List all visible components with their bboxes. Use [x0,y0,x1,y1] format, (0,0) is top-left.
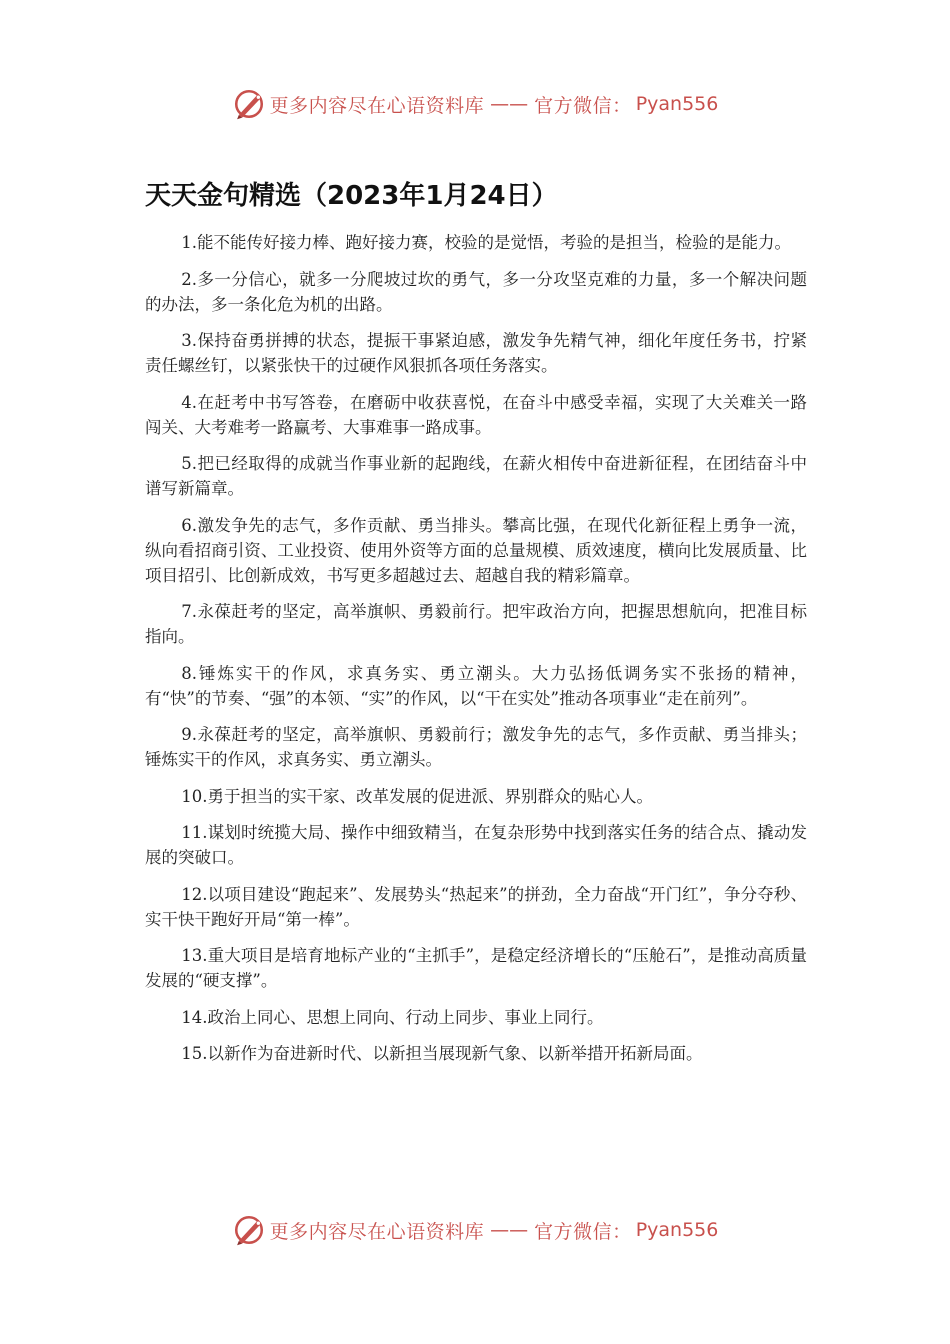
pen-logo-icon [232,1213,266,1247]
quote-item: 14.政治上同心、思想上同向、行动上同步、事业上同行。 [181,1007,604,1027]
quote-item: 9.永葆赶考的坚定，高举旗帜、勇毅前行；激发争先的志气，多作贡献、勇当排头；锤炼实干的作风，求真务实、勇立潮头。 [145,725,807,769]
banner-separator: —— [490,93,529,115]
banner-separator: —— [490,1219,529,1241]
quote-list [145,230,807,1066]
quote-item: 15.以新作为奋进新时代、以新担当展现新气象、以新举措开拓新局面。 [181,1044,703,1063]
banner-wechat-label: 官方微信： [534,94,632,117]
quote-item: 13.重大项目是培育地标产业的“主抓手”，是稳定经济增长的“压舱石”，是推动高质量发展的“硬支撑”。 [145,946,807,990]
quote-item: 3.保持奋勇拼搏的状态，提振干事紧迫感，激发争先精气神，细化年度任务书，拧紧责任螺丝钉，以紧张快干的过硬作风狠抓各项任务落实。 [145,331,807,375]
footer-banner [0,1210,950,1250]
quote-item: 1.能不能传好接力棒、跑好接力赛，校验的是觉悟，考验的是担当，检验的是能力。 [181,233,792,252]
quote-item: 2.多一分信心，就多一分爬坡过坎的勇气，多一分攻坚克难的力量，多一个解决问题的办法，多一条化危为机的出路。 [145,269,807,314]
quote-item: 7.永葆赶考的坚定，高举旗帜、勇毅前行。把牢政治方向，把握思想航向，把准目标指向。 [145,602,807,646]
header-banner [0,84,950,124]
banner-wechat-label: 官方微信： [534,1220,632,1243]
banner-content [232,87,719,121]
quote-item: 5.把已经取得的成就当作事业新的起跑线，在薪火相传中奋进新征程，在团结奋斗中谱写新篇章。 [145,454,807,498]
banner-slogan: 更多内容尽在心语资料库 [269,1220,485,1243]
quote-item: 12.以项目建设“跑起来”、发展势头“热起来”的拼劲，全力奋战“开门红”，争分夺秒、实干快干跑好开局“第一棒”。 [145,884,807,929]
quote-item: 11.谋划时统揽大局、操作中细致精当，在复杂形势中找到落实任务的结合点、撬动发展的突破口。 [145,823,807,867]
quote-item: 4.在赶考中书写答卷，在磨砺中收获喜悦，在奋斗中感受幸福，实现了大关难关一路闯关、大考难考一路赢考、大事难事一路成事。 [145,392,807,437]
pen-logo-icon [232,87,266,121]
document-body [145,176,807,1078]
banner-wechat-id: Pyan556 [635,93,719,115]
banner-content [232,1213,719,1247]
quote-item: 8.锤炼实干的作风，求真务实、勇立潮头。大力弘扬低调务实不张扬的精神，有“快”的节奏、“强”的本领、“实”的作风，以“干在实处”推动各项事业“走在前列”。 [145,663,807,708]
quote-item: 6.激发争先的志气，多作贡献、勇当排头。攀高比强，在现代化新征程上勇争一流，纵向看招商引资、工业投资、使用外资等方面的总量规模、质效速度，横向比发展质量、比项目招引、比创新成效，书写更多超越过去、超越自我的精彩篇章。 [145,515,807,585]
document-title: 天天金句精选（2023年1月24日） [145,181,558,211]
quote-item: 10.勇于担当的实干家、改革发展的促进派、界别群众的贴心人。 [181,786,654,806]
banner-slogan: 更多内容尽在心语资料库 [269,94,485,117]
banner-wechat-id: Pyan556 [635,1219,719,1241]
